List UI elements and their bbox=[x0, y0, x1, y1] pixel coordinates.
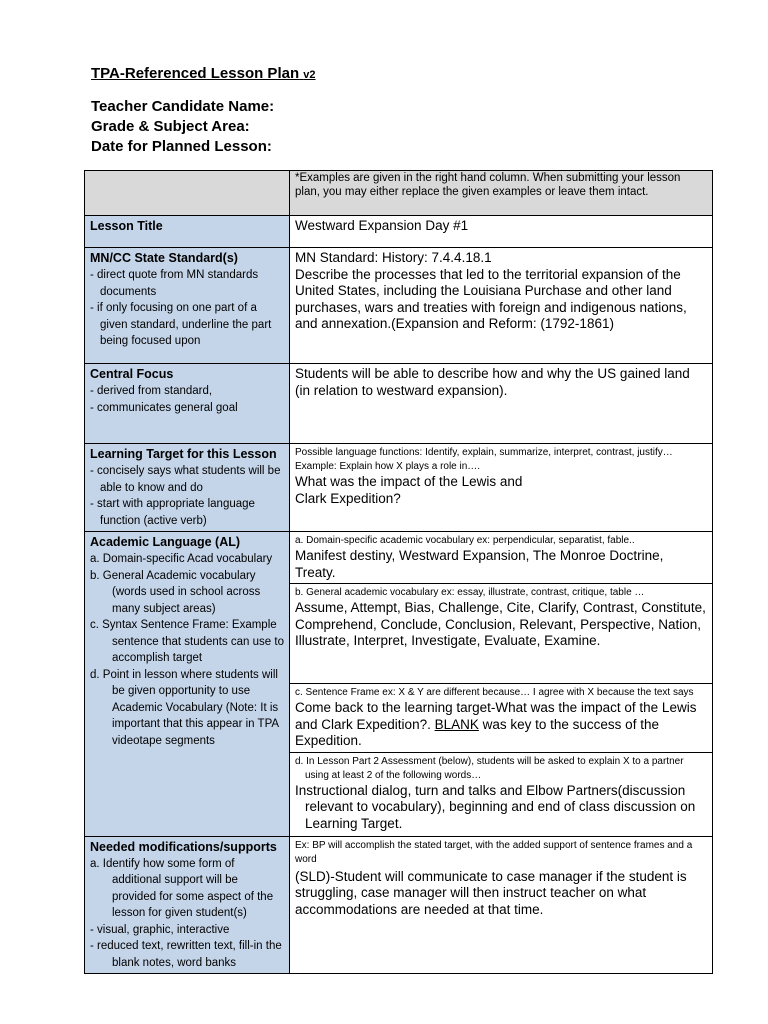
learning-target-row bbox=[85, 444, 713, 532]
note-row bbox=[85, 171, 713, 216]
academic-language-row-a bbox=[85, 532, 713, 584]
al-d-example: d. In Lesson Part 2 Assessment (below), students will be asked to explain X to a partner using at least 2 of the following words… bbox=[295, 755, 684, 781]
learning-target-hint-1: - concisely says what students will be able to know and do bbox=[90, 465, 281, 494]
standards-row bbox=[85, 248, 713, 364]
modifications-hint-a: a. Identify how some form of additional support will be provided for some aspect of the lesson for given student(s) bbox=[90, 857, 274, 919]
modifications-row bbox=[85, 836, 713, 974]
standards-hint-1: - direct quote from MN standards documents bbox=[90, 269, 259, 298]
learning-target-label: Learning Target for this Lesson bbox=[90, 447, 277, 461]
lesson-plan-table bbox=[84, 170, 713, 974]
al-c-value: Come back to the learning target-What was the impact of the Lewis and Clark Expedition?. BLANK was key to the success of the Expedition. bbox=[295, 700, 697, 748]
blank-word: BLANK bbox=[434, 716, 479, 732]
version-label: v2 bbox=[303, 69, 316, 81]
central-focus-label: Central Focus bbox=[90, 367, 174, 381]
instructions-note: *Examples are given in the right hand column. When submitting your lesson plan, you may either replace the given examples or leave them intact. bbox=[290, 171, 713, 216]
language-functions-example: Possible language functions: Identify, explain, summarize, interpret, contrast, justify… bbox=[295, 447, 673, 458]
al-a-value: Manifest destiny, Westward Expansion, The Monroe Doctrine, Treaty. bbox=[295, 548, 664, 580]
learning-target-hint-2: - start with appropriate language function (active verb) bbox=[90, 498, 255, 527]
al-c-example: c. Sentence Frame ex: X & Y are different because… I agree with X because the text says bbox=[295, 687, 694, 698]
standard-text: Describe the processes that led to the territorial expansion of the United States, including the Louisiana Purchase and other land purchases, wars and treaties with foreign and indigenous nations, and annexation.(Expansion and Reform: (1792-1861) bbox=[295, 266, 687, 331]
lesson-title-label: Lesson Title bbox=[90, 219, 163, 233]
modifications-label: Needed modifications/supports bbox=[90, 839, 277, 854]
central-focus-hint-2: - communicates general goal bbox=[90, 401, 238, 414]
note-label-cell bbox=[85, 171, 290, 216]
teacher-name-label: Teacher Candidate Name: bbox=[91, 98, 275, 115]
central-focus-row bbox=[85, 364, 713, 444]
al-b-value: Assume, Attempt, Bias, Challenge, Cite, Clarify, Contrast, Constitute, Comprehend, Conclude, Conclusion, Relevant, Perspective, Nation, Illustrate, Interpret, Investigate, Evaluate, Examine. bbox=[295, 600, 706, 648]
modifications-hint-3: - reduced text, rewritten text, fill-in the blank notes, word banks bbox=[90, 940, 282, 969]
standard-code: MN Standard: History: 7.4.4.18.1 bbox=[295, 250, 492, 265]
al-a-example: a. Domain-specific academic vocabulary ex: perpendicular, separatist, fable.. bbox=[295, 535, 635, 546]
modifications-value: (SLD)-Student will communicate to case manager if the student is struggling, case manager will then instruct teacher on what accommodations are needed at that time. bbox=[295, 868, 687, 917]
al-hint-a: a. Domain-specific Acad vocabulary bbox=[90, 553, 273, 565]
al-d-value: Instructional dialog, turn and talks and Elbow Partners(discussion relevant to vocabulary), beginning and end of class discussion on Learning Target. bbox=[295, 782, 696, 831]
modifications-example: Ex: BP will accomplish the stated target, with the added support of sentence frames and a word bbox=[295, 839, 693, 865]
central-focus-hint-1: - derived from standard, bbox=[90, 385, 213, 397]
al-hint-d: d. Point in lesson where students will be given opportunity to use Academic Vocabulary (Note: It is important that this appear in TPA videotape segments bbox=[90, 668, 279, 747]
document-header bbox=[91, 64, 316, 157]
standards-label: MN/CC State Standard(s) bbox=[90, 251, 238, 265]
lesson-title-row bbox=[85, 216, 713, 248]
lesson-title-value: Westward Expansion Day #1 bbox=[290, 216, 713, 248]
date-label: Date for Planned Lesson: bbox=[91, 138, 272, 155]
al-hint-c: c. Syntax Sentence Frame: Example sentence that students can use to accomplish target bbox=[90, 619, 284, 664]
al-b-example: b. General academic vocabulary ex: essay, illustrate, contrast, critique, table … bbox=[295, 587, 645, 598]
academic-language-label: Academic Language (AL) bbox=[90, 535, 241, 549]
learning-target-value: What was the impact of the Lewis and Clark Expedition? bbox=[295, 474, 523, 506]
al-hint-b: b. General Academic vocabulary (words used in school across many subject areas) bbox=[90, 569, 261, 615]
document-title: TPA-Referenced Lesson Plan v2 bbox=[91, 65, 316, 82]
standards-hint-2: - if only focusing on one part of a given standard, underline the part being focused upon bbox=[90, 302, 272, 347]
central-focus-value: Students will be able to describe how and why the US gained land (in relation to westward expansion). bbox=[290, 364, 713, 444]
learning-target-example: Example: Explain how X plays a role in…. bbox=[295, 461, 481, 472]
grade-subject-label: Grade & Subject Area: bbox=[91, 118, 250, 135]
modifications-hint-2: - visual, graphic, interactive bbox=[90, 923, 230, 936]
